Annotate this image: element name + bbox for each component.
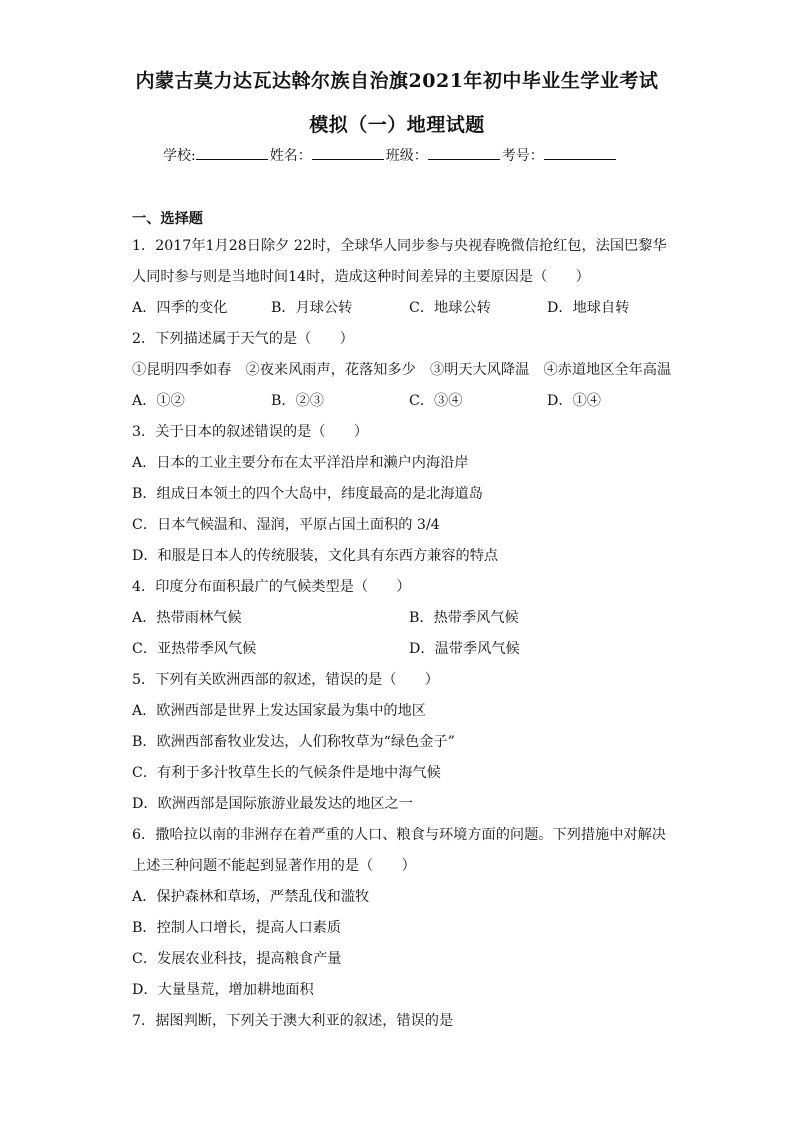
q4-option-d: D．温带季风气候 xyxy=(409,641,520,657)
q5-option-d: D．欧洲西部是国际旅游业最发达的地区之一 xyxy=(132,796,413,812)
q2-option-b: B．②③ xyxy=(271,393,324,409)
q3-option-b: B．组成日本领土的四个大岛中，纬度最高的是北海道岛 xyxy=(132,486,483,502)
q5-option-c: C．有利于多汁牧草生长的气候条件是地中海气候 xyxy=(132,765,441,781)
question-2-statements: ①昆明四季如春 ②夜来风雨声，花落知多少 ③明天大风降温 ④赤道地区全年高温 xyxy=(132,362,672,378)
exam-title-line2: 模拟（一）地理试题 xyxy=(309,114,485,136)
question-1-line1: 1．2017年1月28日除夕 22时，全球华人同步参与央视春晚微信抢红包，法国巴黎华 xyxy=(132,238,667,254)
school-label: 学校: xyxy=(163,148,196,164)
question-7-line1: 7．据图判断，下列关于澳大利亚的叙述，错误的是 xyxy=(132,1013,454,1029)
q5-option-b: B．欧洲西部畜牧业发达，人们称牧草为“绿色金子” xyxy=(132,734,455,750)
q4-option-a: A．热带雨林气候 xyxy=(132,610,242,626)
question-4-line1: 4．印度分布面积最广的气候类型是（ ） xyxy=(132,579,411,595)
section-title: 一、选择题 xyxy=(132,211,203,227)
q4-option-b: B．热带季风气候 xyxy=(409,610,519,626)
school-blank xyxy=(196,145,268,160)
question-1-line2: 人同时参与则是当地时间14时，造成这种时间差异的主要原因是（ ） xyxy=(132,269,590,285)
question-5-line1: 5．下列有关欧洲西部的叙述，错误的是（ ） xyxy=(132,672,439,688)
question-2-line1: 2．下列描述属于天气的是（ ） xyxy=(132,331,354,347)
q3-option-d: D．和服是日本人的传统服装，文化具有东西方兼容的特点 xyxy=(132,548,499,564)
q6-option-a: A．保护森林和草场，严禁乱伐和滥牧 xyxy=(132,889,370,905)
number-blank xyxy=(544,145,616,160)
name-label: 姓名： xyxy=(269,148,312,164)
name-blank xyxy=(312,145,384,160)
number-label: 考号： xyxy=(501,148,544,164)
q3-option-a: A．日本的工业主要分布在太平洋沿岸和濑户内海沿岸 xyxy=(132,455,469,471)
q2-option-d: D．①④ xyxy=(547,393,601,409)
class-blank xyxy=(428,145,500,160)
q5-option-a: A．欧洲西部是世界上发达国家最为集中的地区 xyxy=(132,703,426,719)
exam-title-line1: 内蒙古莫力达瓦达斡尔族自治旗2021年初中毕业生学业考试 xyxy=(135,70,659,92)
student-info-row xyxy=(163,145,618,165)
q6-option-d: D．大量垦荒，增加耕地面积 xyxy=(132,982,314,998)
q1-option-c: C．地球公转 xyxy=(409,300,491,316)
q1-option-a: A．四季的变化 xyxy=(132,300,228,316)
q2-option-a: A．①② xyxy=(132,393,185,409)
q6-option-b: B．控制人口增长，提高人口素质 xyxy=(132,920,342,936)
question-6-line1: 6．撒哈拉以南的非洲存在着严重的人口、粮食与环境方面的问题。下列措施中对解决 xyxy=(132,827,666,843)
q3-option-c: C．日本气候温和、湿润，平原占国土面积的 3/4 xyxy=(132,517,440,533)
q1-option-b: B．月球公转 xyxy=(271,300,353,316)
q6-option-c: C．发展农业科技，提高粮食产量 xyxy=(132,951,342,967)
q2-option-c: C．③④ xyxy=(409,393,463,409)
q1-option-d: D．地球自转 xyxy=(547,300,630,316)
q4-option-c: C．亚热带季风气候 xyxy=(132,641,257,657)
question-6-line2: 上述三种问题不能起到显著作用的是（ ） xyxy=(132,858,416,874)
question-3-line1: 3．关于日本的叙述错误的是（ ） xyxy=(132,424,369,440)
class-label: 班级： xyxy=(385,148,428,164)
